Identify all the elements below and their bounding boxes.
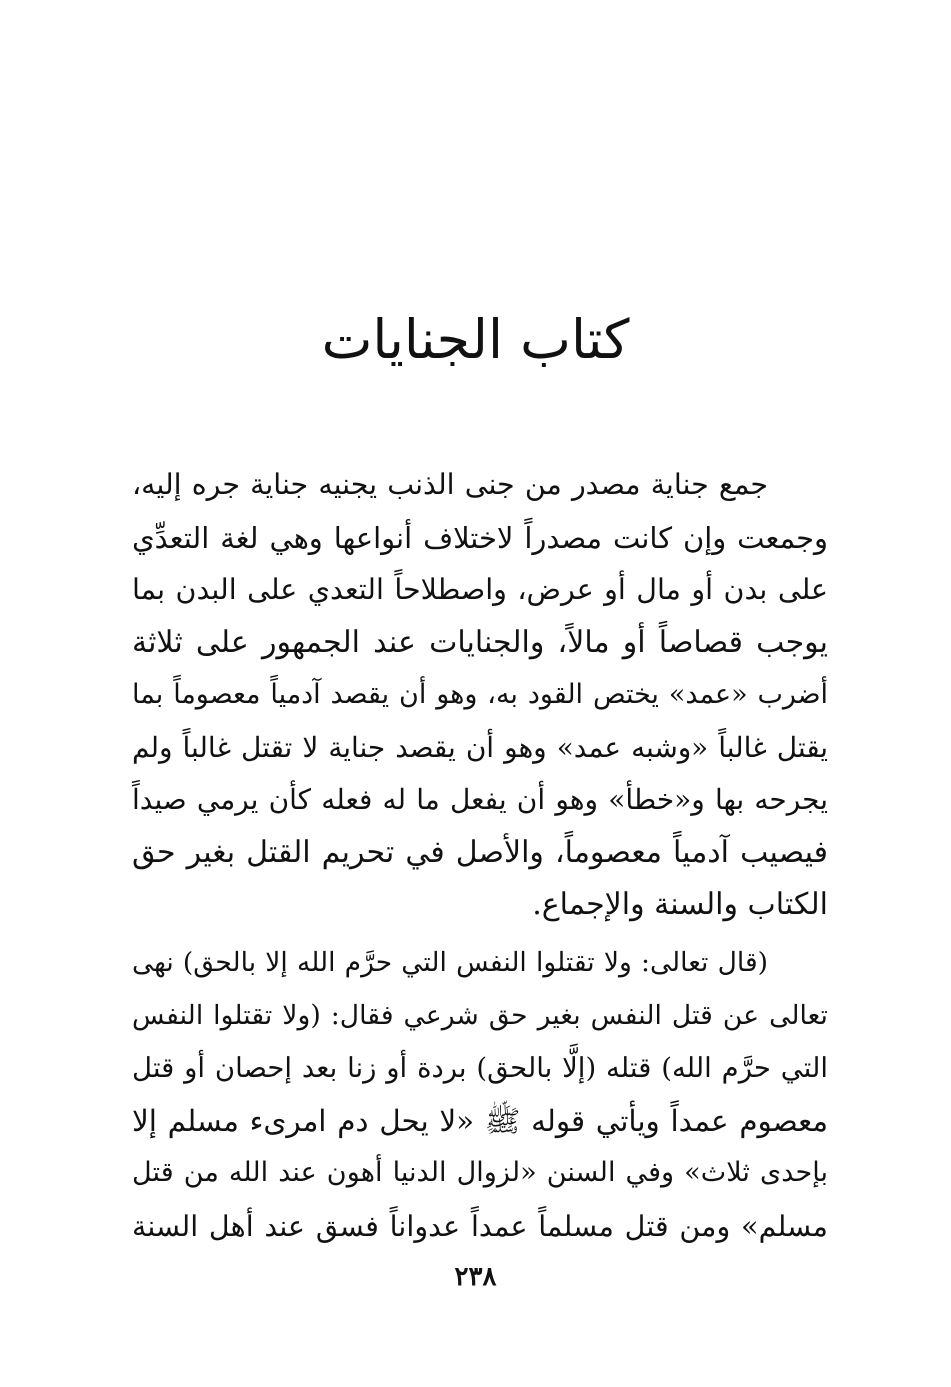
text-line: بإحدى ثلاث» وفي السنن «لزوال الدنيا أهون عند الله من قتل bbox=[132, 1157, 828, 1188]
text-line: فيصيب آدمياً معصوماً، والأصل في تحريم القتل بغير حق bbox=[132, 834, 828, 870]
paragraph-1 bbox=[132, 459, 828, 932]
text-line: جمع جناية مصدر من جنى الذنب يجنيه جناية جره إليه، bbox=[132, 468, 768, 501]
chapter-title: كتاب الجنايات bbox=[321, 308, 630, 371]
text-line: يوجب قصاصاً أو مالاً، والجنايات عند الجمهور على ثلاثة bbox=[132, 624, 828, 660]
text-line: الكتاب والسنة والإجماع. bbox=[532, 887, 828, 922]
text-line: معصوم عمداً ويأتي قوله ﷺ «لا يحل دم امرىء مسلم إلا bbox=[132, 1103, 828, 1138]
text-line: على بدن أو مال أو عرض، واصطلاحاً التعدي على البدن بما bbox=[132, 573, 828, 606]
text-line: التي حرَّم الله) قتله (إلَّا بالحق) بردة أو زنا بعد إحصان أو قتل bbox=[132, 1052, 828, 1084]
page-number: ٢٣٨ bbox=[454, 1262, 497, 1292]
text-line: أضرب «عمد» يختص القود به، وهو أن يقصد آدمياً معصوماً بما bbox=[132, 679, 828, 710]
text-line: (قال تعالى: ولا تقتلوا النفس التي حرَّم الله إلا بالحق) نهى bbox=[132, 947, 768, 978]
text-line: يقتل غالباً «وشبه عمد» وهو أن يقصد جناية لا تقتل غالباً ولم bbox=[132, 730, 828, 764]
text-line: وجمعت وإن كانت مصدراً لاختلاف أنواعها وهي لغة التعدِّي bbox=[132, 520, 828, 555]
text-line: تعالى عن قتل النفس بغير حق شرعي فقال: (ولا تقتلوا النفس bbox=[132, 999, 828, 1031]
text-line: يجرحه بها و«خطأ» وهو أن يفعل ما له فعله كأن يرمي صيداً bbox=[132, 783, 828, 816]
paragraph-2 bbox=[132, 937, 828, 1252]
text-line: مسلم» ومن قتل مسلماً عمداً عدواناً فسق عند أهل السنة bbox=[132, 1208, 828, 1243]
